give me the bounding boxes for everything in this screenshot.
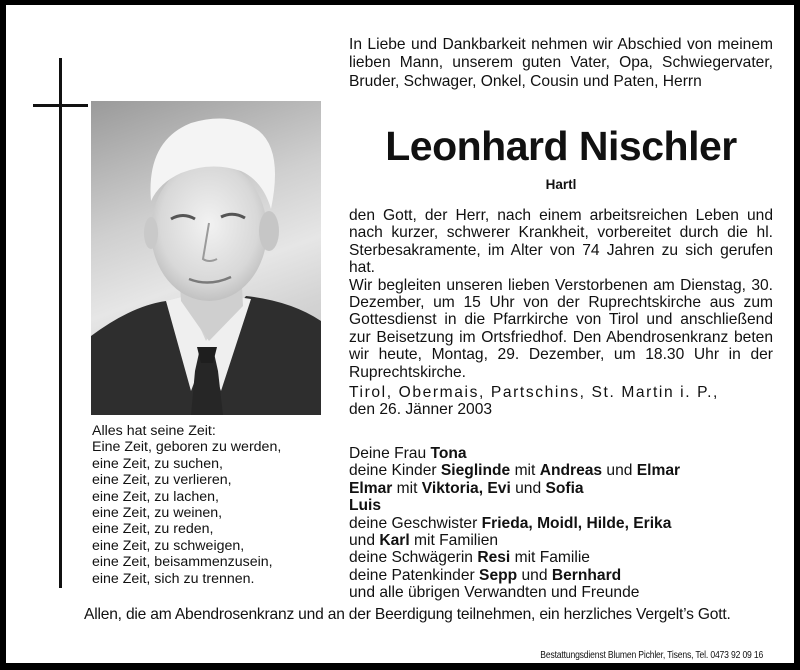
cross-icon	[59, 58, 62, 588]
mourner-line	[349, 445, 789, 462]
poem-line: eine Zeit, zu reden,	[92, 521, 214, 538]
mourner-name: Sieglinde	[440, 462, 511, 480]
funeral-details: Wir begleiten unseren lieben Verstorbenen am Dienstag, 30. Dezember, um 15 Uhr von der Ruprechtskirche aus zum Gottesdienst in die Pfarrkirche von Tirol und anschließend zur Beisetzung im Ortsfriedhof. Den Abendrosenkranz beten wir heute, Montag, 29. Dezember, um 18.30 Uhr in der Ruprechtskirche.	[349, 276, 773, 381]
mourner-relation: deine Schwägerin	[349, 549, 478, 567]
mourners-list	[349, 445, 789, 602]
poem-line: eine Zeit, zu weinen,	[92, 505, 223, 522]
poem-line: eine Zeit, zu schweigen,	[92, 537, 245, 554]
mourner-relation: und	[510, 479, 546, 497]
mourner-relation: mit	[392, 479, 422, 497]
body-paragraph: den Gott, der Herr, nach einem arbeitsreichen Leben und nach kurzer, schwerer Krankheit, vorbereitet durch die hl. Sterbesakramente, im Alter von 74 Jahren zu sich gerufen hat.	[349, 207, 773, 277]
poem-line: eine Zeit, zu suchen,	[92, 455, 223, 472]
poem-line: eine Zeit, zu lachen,	[92, 488, 219, 505]
mourner-relation: mit Familien	[409, 532, 499, 550]
deceased-name: Leonhard Nischler	[385, 123, 737, 169]
places-line: Tirol, Obermais, Partschins, St. Martin i. P.,	[349, 384, 719, 402]
mourner-name: Elmar	[636, 462, 681, 480]
date-line: den 26. Jänner 2003	[349, 401, 493, 419]
mourner-name: Viktoria, Evi	[421, 479, 511, 497]
poem	[92, 423, 332, 587]
intro-text: In Liebe und Dankbarkeit nehmen wir Abschied von meinem lieben Mann, unserem guten Vater, Opa, Schwiegervater, Bruder, Schwager, Onkel, Cousin und Paten, Herrn	[349, 36, 773, 90]
mourner-name: Karl	[379, 532, 410, 550]
mourner-name: Sepp	[479, 566, 518, 584]
notice-body	[349, 207, 773, 419]
cross-icon-bar	[33, 104, 88, 107]
mourner-relation: und	[517, 566, 552, 584]
mourner-relation: und	[349, 532, 380, 550]
mourner-relation: Deine Frau	[349, 445, 431, 462]
mourner-line	[349, 462, 789, 479]
poem-line: Eine Zeit, geboren zu werden,	[92, 439, 282, 456]
mourner-name: Frieda, Moidl, Hilde, Erika	[481, 514, 672, 532]
portrait-photo	[91, 101, 321, 415]
mourner-line	[349, 532, 789, 549]
mourner-relation: mit	[510, 462, 540, 480]
mourner-name: Andreas	[539, 462, 603, 480]
mourner-line	[349, 497, 789, 514]
mourner-name: Tona	[430, 445, 467, 462]
mourner-name: Resi	[477, 549, 511, 567]
mourner-line	[349, 584, 789, 601]
mourner-relation: und	[602, 462, 637, 480]
thanks-text: Allen, die am Abendrosenkranz und an der Beerdigung teilnehmen, ein herzliches Vergelt’s Gott.	[84, 606, 731, 623]
mourner-name: Luis	[349, 497, 382, 515]
obituary-card	[6, 5, 794, 663]
mourner-name: Bernhard	[551, 566, 622, 584]
mourner-line	[349, 515, 789, 532]
mourner-relation: und alle übrigen Verwandten und Freunde	[349, 584, 640, 602]
mourner-relation: deine Geschwister	[349, 514, 482, 532]
poem-line: eine Zeit, sich zu trennen.	[92, 570, 255, 587]
mourner-line	[349, 480, 789, 497]
poem-line: Alles hat seine Zeit:	[92, 423, 216, 439]
mourner-name: Sofia	[545, 479, 584, 497]
portrait-illustration	[91, 101, 321, 415]
funeral-service-credit: Bestattungsdienst Blumen Pichler, Tisens, Tel. 0473 92 09 16	[540, 650, 763, 661]
deceased-nickname: Hartl	[545, 177, 577, 192]
mourner-relation: deine Kinder	[349, 462, 441, 480]
mourner-line	[349, 567, 789, 584]
mourner-relation: deine Patenkinder	[349, 566, 480, 584]
mourner-name: Elmar	[349, 479, 393, 497]
poem-line: eine Zeit, beisammenzusein,	[92, 554, 273, 571]
mourner-line	[349, 549, 789, 566]
mourner-relation: mit Familie	[510, 549, 590, 567]
poem-line: eine Zeit, zu verlieren,	[92, 472, 232, 489]
